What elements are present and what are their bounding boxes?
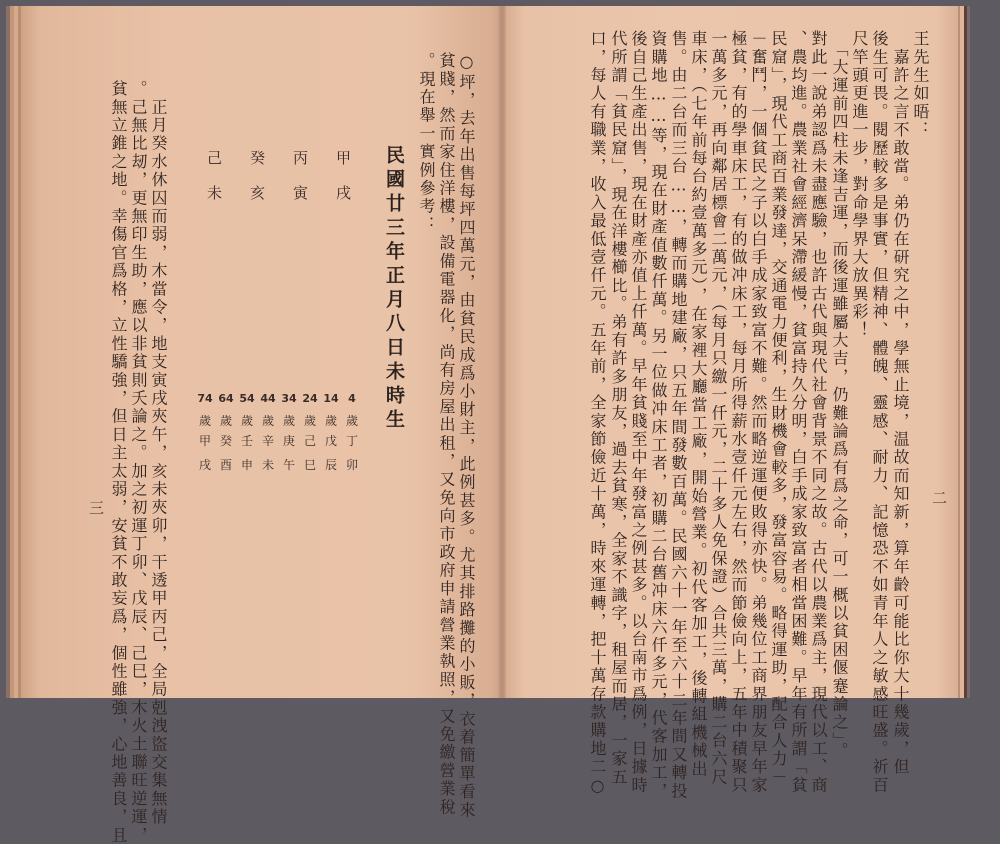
- text-column: －奮鬥，一個貧民之子以白手成家致富不難。然而略逆運便敗得亦快。弟幾位工商界朋友早年家: [749, 30, 768, 795]
- text-column: 貧無立錐之地。幸傷官爲格，立性驕強，但日主太弱，安貧不敢妄爲，個性雖強，心地善良，且: [109, 80, 128, 844]
- pillar-year: 甲戌: [334, 150, 352, 220]
- luck-branch: 申: [240, 458, 253, 472]
- luck-branch: 午: [282, 458, 295, 472]
- book-spine: [498, 6, 506, 698]
- luck-age: 34: [281, 392, 297, 405]
- luck-age: 44: [260, 392, 276, 405]
- text-column: 代所謂「貧民窟」，現在洋樓櫛比。弟有許多朋友，過去貧寒，全家不識字，租屋而居，一家五: [609, 30, 628, 787]
- text-column: 對此一說弟認爲未盡應驗，也許古代與現代社會背景不同之故。古代以農業爲主，現代以工、商: [809, 30, 828, 795]
- luck-branch: 辰: [324, 458, 337, 472]
- luck-age: 24: [302, 392, 318, 405]
- luck-branch: 巳: [303, 458, 316, 472]
- luck-unit: 歲: [345, 414, 358, 428]
- luck-stem: 丁: [345, 434, 358, 448]
- luck-unit: 歲: [282, 414, 295, 428]
- luck-unit: 歲: [261, 414, 274, 428]
- text-column: 。現在舉一實例參考：: [417, 52, 436, 234]
- page-number: 三: [87, 500, 105, 515]
- text-column: 極貧，有的學車床工，有的做冲床工，每月所得薪水壹仟元左右，然而節儉向上，五年中積聚只: [729, 30, 748, 795]
- text-column: 王先生如晤：: [911, 30, 930, 140]
- luck-age: 54: [239, 392, 255, 405]
- text-column: 後生可畏。閱歷較多是事實，但精神、體魄、靈感、耐力、記憶恐不如青年人之敏感旺盛。祈百: [870, 30, 889, 795]
- luck-stem: 己: [303, 434, 316, 448]
- text-column: 。己無比刼，更無印生助，應以非貧則夭論之。加之初運丁卯、戊辰、己巳，木火土聯旺逆運，: [129, 80, 148, 844]
- page-number: 二: [930, 490, 948, 505]
- birth-date-title: 民國廿三年正月八日未時生: [383, 145, 405, 433]
- text-column: 口，每人有職業，收入最低壹仟元。五年前，全家節儉近十萬，時來運轉，把十萬存款購地二○: [588, 30, 607, 798]
- luck-age: 74: [197, 392, 213, 405]
- luck-stem: 壬: [240, 434, 253, 448]
- luck-stem: 辛: [261, 434, 274, 448]
- text-column: 正月癸水休囚而弱，木當令，地支寅戌夾午，亥未夾卯，干透甲丙己，全局剋洩盜交集無情: [149, 80, 168, 827]
- text-column: 民窟」，現代工商百業發達，交通電力便利，生財機會較多，發富容易。略得運助，配合人力－: [769, 30, 788, 787]
- text-column: ○坪，去年出售每坪四萬元，由貧民成爲小財主，此例甚多。尤其排路攤的小販，衣着簡單看來: [457, 52, 476, 820]
- luck-branch: 卯: [345, 458, 358, 472]
- pillar-day: 癸亥: [248, 150, 266, 220]
- luck-unit: 歲: [198, 414, 211, 428]
- luck-unit: 歲: [219, 414, 232, 428]
- luck-stem: 戊: [324, 434, 337, 448]
- text-column: 資購地……等，現在財產值數仟萬。另一位做冲床工者，初購二台舊冲床六仟多元，代客加工，: [649, 30, 668, 801]
- luck-branch: 酉: [219, 458, 232, 472]
- luck-stem: 甲: [198, 434, 211, 448]
- luck-unit: 歲: [324, 414, 337, 428]
- luck-branch: 戌: [198, 458, 211, 472]
- pillar-month: 丙寅: [291, 150, 309, 220]
- text-column: 嘉許之言不敢當。弟仍在研究之中，學無止境，温故而知新，算年齡可能比你大十幾歲，但: [891, 30, 910, 777]
- luck-unit: 歲: [303, 414, 316, 428]
- pillar-hour: 己未: [205, 150, 223, 220]
- luck-age: 14: [323, 392, 339, 405]
- text-column: 車床，（七年前每台約壹萬多元），在家裡大廳當工廠，開始營業。初代客加工，後轉組機械出: [689, 30, 708, 779]
- text-column: 一萬多元，再向鄰居標會二萬元，（每月只繳一仟元，二十多人免保證）合共三萬，購二台六尺: [709, 30, 728, 787]
- text-column: 後自己生產出售，現在財產亦值上仟萬。早年貧賤至中年發富之例甚多。以台南市爲例，日據時: [629, 30, 648, 795]
- text-column: 尺竿頭更進一步，對命學界大放異彩！: [850, 30, 869, 340]
- luck-age: 4: [348, 392, 356, 405]
- text-column: 「大運前四柱未逢吉運，而後運雖屬大吉，仍難論爲有爲之命，可一概以貧困偃蹇論之」。: [830, 30, 849, 761]
- luck-unit: 歲: [240, 414, 253, 428]
- luck-age: 64: [218, 392, 234, 405]
- luck-stem: 癸: [219, 434, 232, 448]
- text-column: 、農均進。農業社會經濟呆滯緩慢，貧富持久分明，白手成家致富者相當困難。早年有所謂「貧: [789, 30, 808, 795]
- text-column: 貧賤，然而家住洋樓，設備電器化，尚有房屋出租，又免向市政府申請營業執照，又免繳營業稅: [437, 52, 456, 817]
- text-column: 售。由二台而三台……，轉而購地建廠，只五年間發數百萬。民國六十一年至六十二年間又轉投: [669, 30, 688, 801]
- luck-stem: 庚: [282, 434, 295, 448]
- luck-branch: 未: [261, 458, 274, 472]
